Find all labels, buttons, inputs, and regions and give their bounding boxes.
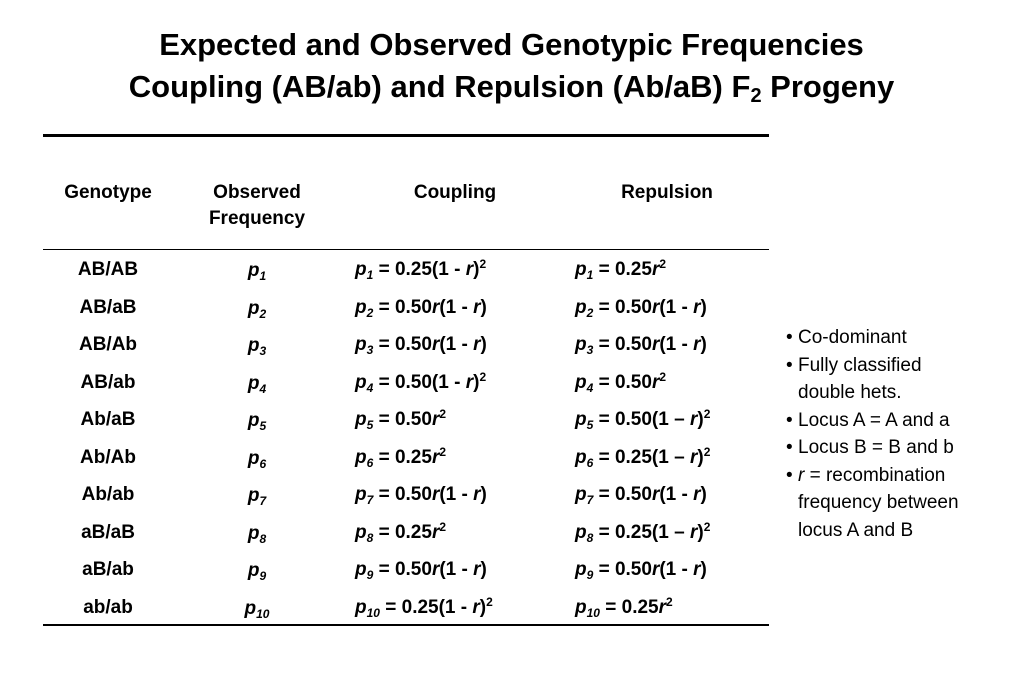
p-subscript: 7 [366,493,374,507]
repulsion-cell [575,258,666,282]
p-subscript: 9 [366,568,374,582]
p-symbol: p [355,259,367,280]
formula-text: = 0.50 [373,484,432,505]
r-symbol: r [473,484,481,505]
r-symbol: r [431,334,440,355]
repulsion-cell [575,333,707,357]
note-item [786,462,1016,490]
p-symbol: p [575,296,587,318]
p-subscript: 7 [586,493,594,507]
p-subscript: 9 [259,569,267,583]
r-symbol: r [431,521,440,543]
formula-text: ) [480,559,487,580]
p-symbol: p [247,297,260,319]
notes-list [786,324,1016,544]
p-symbol: p [247,372,260,394]
p-symbol: p [355,596,367,618]
p-subscript: 6 [259,456,267,471]
exponent: 2 [479,369,487,384]
note-text: Co-dominant [798,327,907,348]
observed-frequency-cell [197,372,317,396]
observed-frequency-cell [197,484,317,508]
formula-text: = 0.50(1 - [373,371,466,393]
r-symbol: r [473,559,481,580]
r-symbol: r [658,596,667,618]
formula-text: = 0.50(1 – [593,409,690,430]
p-subscript: 1 [366,268,374,282]
note-item [786,434,1016,462]
exponent: 2 [703,407,711,421]
p-symbol: p [575,446,587,468]
p-subscript: 3 [259,344,267,358]
formula-text: ) [700,334,707,355]
formula-text: (1 - [439,296,474,318]
coupling-cell [355,558,487,582]
r-symbol: r [689,409,698,430]
p-symbol: p [355,334,367,355]
formula-text: (1 - [659,334,694,355]
p-subscript: 4 [586,380,594,395]
note-text: frequency between [798,492,959,513]
r-symbol: r [472,596,480,618]
formula-text: = 0.50 [373,296,432,318]
r-symbol: r [651,334,660,355]
formula-text: = 0.25(1 - [379,596,473,618]
exponent: 2 [666,594,673,609]
p-symbol: p [355,409,367,430]
observed-frequency-cell [197,409,317,433]
p-subscript: 2 [586,305,594,320]
genotype-cell: AB/ab [80,371,136,393]
note-continuation [786,489,1016,517]
p-subscript: 9 [586,568,594,582]
repulsion-cell [575,446,710,470]
p-symbol: p [355,371,367,393]
r-symbol: r [465,371,474,393]
repulsion-cell [575,521,710,545]
r-symbol: r [693,484,701,505]
p-symbol: p [247,522,260,544]
note-text: Locus A = A and a [798,409,950,431]
formula-text: ) [697,409,704,430]
p-symbol: p [575,559,587,580]
table-header-rule [43,249,769,250]
genotype-cell: aB/aB [81,521,135,543]
table-top-rule [43,134,769,137]
p-subscript: 8 [586,530,594,545]
r-symbol: r [693,296,701,318]
r-symbol: r [651,484,660,505]
coupling-cell [355,333,487,357]
genotype-cell: Ab/Ab [80,446,136,468]
p-subscript: 5 [586,418,594,432]
r-symbol: r [689,446,698,468]
coupling-cell [355,408,446,432]
formula-text: ) [473,259,480,280]
r-symbol: r [651,296,660,318]
formula-text: = 0.25(1 - [373,259,466,280]
observed-frequency-cell [197,447,317,471]
observed-frequency-cell [197,297,317,321]
r-symbol: r [651,371,660,393]
genotype-cell: Ab/ab [81,484,135,505]
formula-text: = 0.50 [593,334,652,355]
p-subscript: 8 [366,530,374,545]
p-subscript: 4 [259,381,267,396]
genotype-cell: AB/Ab [78,334,138,355]
exponent: 2 [703,444,711,459]
p-symbol: p [247,560,260,581]
r-symbol: r [693,334,701,355]
genotype-cell: Ab/aB [80,409,136,430]
formula-text: = 0.50 [593,484,652,505]
note-item [786,324,1016,352]
header-coupling: Coupling [413,182,497,203]
formula-text: (1 - [659,559,694,580]
exponent: 2 [486,594,493,609]
p-symbol: p [575,409,587,430]
formula-text: = 0.25 [593,259,652,280]
p-subscript: 3 [586,343,594,357]
observed-frequency-cell [197,259,317,283]
header-observed-frequency: Observed Frequency [208,182,306,229]
genotype-cell: AB/AB [77,259,139,280]
p-symbol: p [355,521,367,543]
p-subscript: 2 [366,305,374,320]
repulsion-cell [575,483,707,507]
p-symbol: p [355,559,367,580]
formula-text: (1 - [659,296,694,318]
formula-text: ) [480,484,487,505]
formula-text: ) [479,596,487,618]
formula-text: = 0.25(1 – [593,521,690,543]
r-symbol: r [431,446,440,468]
observed-frequency-cell [197,334,317,358]
p-symbol: p [355,446,367,468]
formula-text: (1 - [439,559,474,580]
observed-frequency-cell [197,522,317,546]
formula-text: ) [700,296,707,318]
r-symbol: r [693,559,701,580]
repulsion-cell [575,596,673,620]
exponent: 2 [439,519,447,534]
repulsion-cell [575,558,707,582]
genotype-cell: aB/ab [82,559,134,580]
formula-text: ) [697,446,704,468]
p-symbol: p [244,597,257,619]
r-symbol: r [798,464,805,486]
p-symbol: p [247,410,260,431]
note-text: Fully classified [798,354,922,376]
note-item [786,352,1016,380]
observed-frequency-cell [197,597,317,621]
r-symbol: r [651,259,660,280]
header-genotype: Genotype [64,182,152,203]
formula-text: = 0.50 [593,559,652,580]
formula-text: = 0.50 [593,371,652,393]
formula-text: ) [697,521,704,543]
note-text: double hets. [798,382,902,403]
formula-text: ) [473,371,480,393]
p-symbol: p [575,521,587,543]
p-symbol: p [247,335,260,356]
p-subscript: 5 [259,419,267,433]
exponent: 2 [659,369,667,384]
p-subscript: 8 [259,531,267,546]
title-line-1: Expected and Observed Genotypic Frequencies [159,27,864,62]
formula-text: ) [480,334,487,355]
formula-text: (1 - [439,334,474,355]
p-subscript: 1 [259,269,267,283]
coupling-cell [355,296,487,320]
p-subscript: 10 [366,605,380,620]
formula-text: = 0.50 [373,409,432,430]
coupling-cell [355,371,486,395]
formula-text: = 0.50 [373,559,432,580]
table-bottom-rule [43,624,769,626]
p-subscript: 10 [256,606,270,621]
p-subscript: 1 [586,268,594,282]
formula-text: = 0.50 [593,296,652,318]
note-text: Locus B = B and b [798,437,954,458]
formula-text: ) [700,484,707,505]
coupling-cell [355,483,487,507]
r-symbol: r [431,409,440,430]
p-symbol: p [575,484,587,505]
formula-text: = 0.25 [599,596,659,618]
exponent: 2 [439,444,447,459]
p-symbol: p [575,259,587,280]
r-symbol: r [431,559,440,580]
formula-text: = 0.25 [373,521,432,543]
p-symbol: p [247,447,260,469]
title-line-2: Coupling (AB/ab) and Repulsion (Ab/aB) $F_2$ Progeny [128,69,895,107]
note-continuation [786,517,1016,545]
coupling-cell [355,521,446,545]
p-subscript: 4 [366,380,374,395]
p-symbol: p [575,596,587,618]
p-subscript: 6 [366,455,374,470]
exponent: 2 [703,519,711,534]
p-symbol: p [355,484,367,505]
formula-text: = 0.25(1 – [593,446,690,468]
p-symbol: p [575,334,587,355]
r-symbol: r [431,296,440,318]
r-symbol: r [431,484,440,505]
repulsion-cell [575,371,666,395]
p-subscript: 7 [259,494,267,508]
coupling-cell [355,446,446,470]
coupling-cell [355,596,493,620]
repulsion-cell [575,296,707,320]
formula-text: ) [700,559,707,580]
r-symbol: r [689,521,698,543]
p-subscript: 5 [366,418,374,432]
p-subscript: 6 [586,455,594,470]
formula-text: = 0.50 [373,334,432,355]
exponent: 2 [659,257,667,271]
header-repulsion: Repulsion [621,182,713,203]
r-symbol: r [473,296,481,318]
formula-text: (1 - [439,484,474,505]
note-text: = recombination [804,464,946,486]
note-text: locus A and B [798,519,914,541]
observed-frequency-cell [197,559,317,583]
genotype-cell: ab/ab [83,596,133,618]
p-subscript: 2 [259,306,267,321]
formula-text: ) [480,296,487,318]
p-subscript: 10 [586,605,600,620]
p-symbol: p [247,485,260,506]
r-symbol: r [465,259,474,280]
p-subscript: 3 [366,343,374,357]
genotype-cell: AB/aB [79,296,137,318]
p-symbol: p [575,371,587,393]
exponent: 2 [479,257,487,271]
note-item [786,407,1016,435]
formula-text: (1 - [659,484,694,505]
r-symbol: r [473,334,481,355]
repulsion-cell [575,408,710,432]
note-continuation [786,379,1016,407]
r-symbol: r [651,559,660,580]
exponent: 2 [439,407,447,421]
p-symbol: p [247,260,260,281]
coupling-cell [355,258,486,282]
p-symbol: p [355,296,367,318]
page-title [0,24,1023,108]
formula-text: = 0.25 [373,446,432,468]
